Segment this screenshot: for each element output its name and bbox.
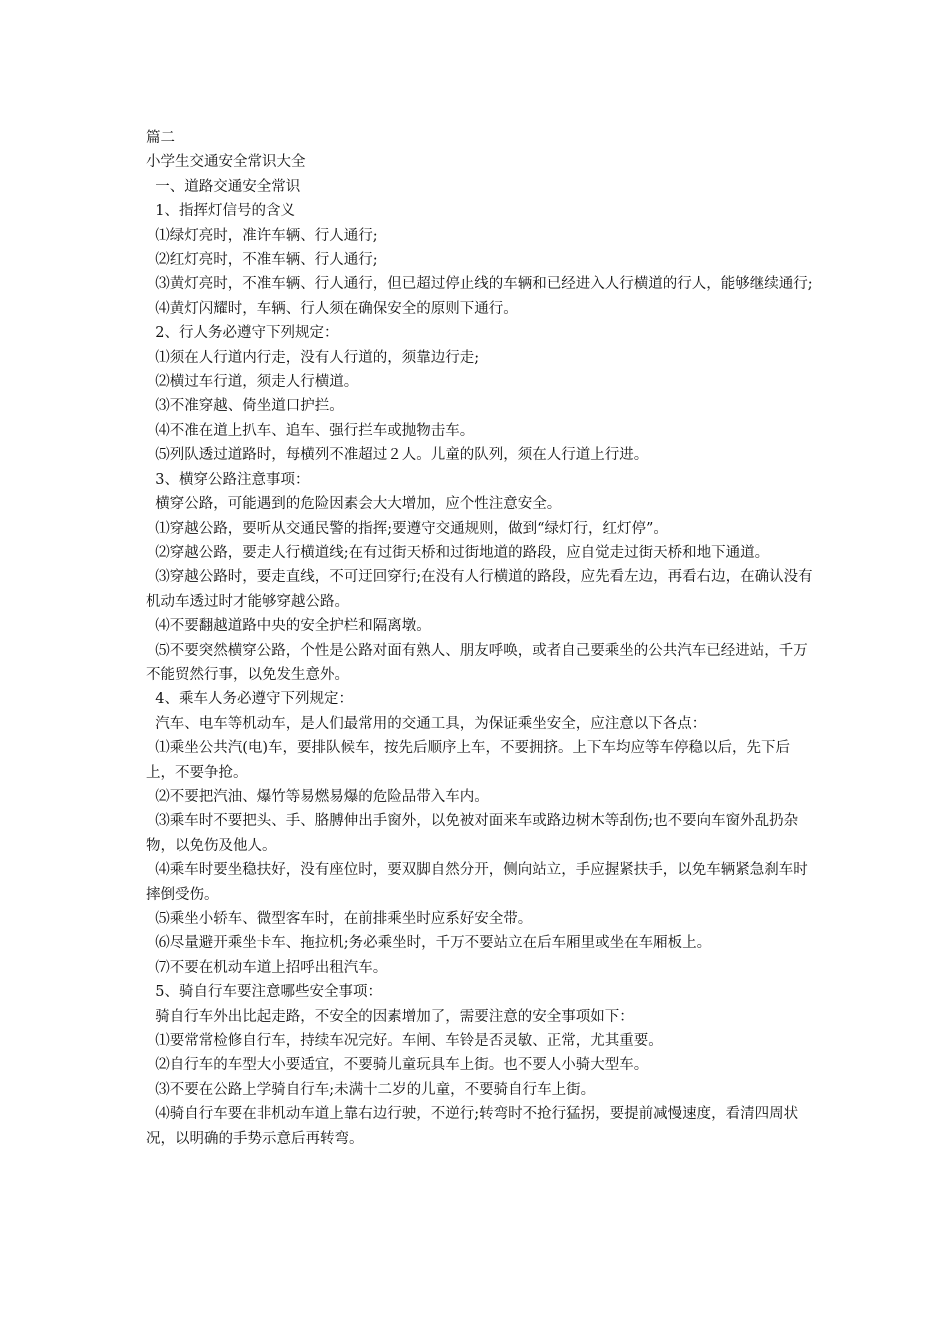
paragraph-line: ⑷骑自行车要在非机动车道上靠右边行驶，不逆行;转弯时不抢行猛拐，要提前减慢速度，看清四周状况，以明确的手势示意后再转弯。 [146, 1106, 799, 1147]
paragraph-line: 横穿公路，可能遇到的危险因素会大大增加，应个性注意安全。 [146, 496, 562, 513]
paragraph-line: ⑵穿越公路，要走人行横道线;在有过街天桥和过街地道的路段，应自觉走过街天桥和地下通道。 [146, 544, 770, 561]
paragraph-line: ⑶不准穿越、倚坐道口护拦。 [146, 398, 344, 415]
paragraph-line: 3、横穿公路注意事项： [146, 471, 310, 488]
paragraph-line: ⑶不要在公路上学骑自行车;未满十二岁的儿童，不要骑自行车上街。 [146, 1081, 596, 1098]
paragraph-line: ⑵不要把汽油、爆竹等易燃易爆的危险品带入车内。 [146, 788, 489, 805]
paragraph-line: ⑸列队透过道路时，每横列不准超过２人。儿童的队列，须在人行道上行进。 [146, 447, 649, 464]
document-title: 小学生交通安全常识大全 [146, 154, 306, 171]
paragraph-line: ⑷黄灯闪耀时，车辆、行人须在确保安全的原则下通行。 [146, 300, 518, 317]
paragraph-line: ⑵自行车的车型大小要适宜，不要骑儿童玩具车上街。也不要人小骑大型车。 [146, 1057, 649, 1074]
paragraph-line: 1、指挥灯信号的含义 [146, 203, 295, 220]
paragraph-line: ⑸不要突然横穿公路，个性是公路对面有熟人、朋友呼唤，或者自己要乘坐的公共汽车已经进站，千万不能贸然行事，以免发生意外。 [146, 642, 808, 683]
paragraph-line: ⑺不要在机动车道上招呼出租汽车。 [146, 959, 388, 976]
paragraph-line: ⑵红灯亮时，不准车辆、行人通行; [146, 252, 378, 269]
paragraph-line: ⑴须在人行道内行走，没有人行道的，须靠边行走; [146, 349, 480, 366]
paragraph-line: 汽车、电车等机动车，是人们最常用的交通工具，为保证乘坐安全，应注意以下各点： [146, 715, 707, 732]
paragraph-line: ⑴乘坐公共汽(电)车，要排队候车，按先后顺序上车，不要拥挤。上下车均应等车停稳以后，先下后上，不要争抢。 [146, 740, 791, 781]
document-body [146, 126, 816, 1151]
paragraph-line: ⑴穿越公路，要听从交通民警的指挥;要遵守交通规则，做到“绿灯行，红灯停”。 [146, 520, 668, 537]
paragraph-line: ⑷不准在道上扒车、追车、强行拦车或抛物击车。 [146, 422, 475, 439]
section-label: 篇二 [146, 130, 175, 146]
paragraph-line: ⑶穿越公路时，要走直线，不可迂回穿行;在没有人行横道的路段，应先看左边，再看右边，在确认没有机动车透过时才能够穿越公路。 [146, 569, 813, 610]
paragraph-line: ⑷乘车时要坐稳扶好，没有座位时，要双脚自然分开，侧向站立，手应握紧扶手，以免车辆紧急刹车时摔倒受伤。 [146, 862, 808, 903]
paragraph-line: 骑自行车外出比起走路，不安全的因素增加了，需要注意的安全事项如下： [146, 1008, 634, 1025]
paragraph-line: ⑵横过车行道，须走人行横道。 [146, 374, 359, 391]
paragraph-line: ⑴绿灯亮时，准许车辆、行人通行; [146, 227, 378, 244]
paragraph-line: ⑹尽量避开乘坐卡车、拖拉机;务必乘坐时，千万不要站立在后车厢里或坐在车厢板上。 [146, 935, 712, 952]
paragraph-line: 4、乘车人务必遵守下列规定： [146, 691, 353, 708]
paragraph-list [146, 175, 816, 1151]
paragraph-line: ⑷不要翻越道路中央的安全护栏和隔离墩。 [146, 618, 431, 635]
paragraph-line: ⑴要常常检修自行车，持续车况完好。车闸、车铃是否灵敏、正常，尤其重要。 [146, 1033, 663, 1050]
paragraph-line: ⑶乘车时不要把头、手、胳膊伸出手窗外，以免被对面来车或路边树木等刮伤;也不要向车窗外乱扔杂物，以免伤及他人。 [146, 813, 799, 854]
paragraph-line: ⑶黄灯亮时，不准车辆、行人通行，但已超过停止线的车辆和已经进入人行横道的行人，能够继续通行; [146, 276, 813, 293]
paragraph-line: 2、行人务必遵守下列规定： [146, 325, 339, 342]
paragraph-line: 一、道路交通安全常识 [146, 178, 301, 195]
paragraph-line: ⑸乘坐小轿车、微型客车时，在前排乘坐时应系好安全带。 [146, 911, 533, 927]
paragraph-line: 5、骑自行车要注意哪些安全事项： [146, 984, 382, 1001]
